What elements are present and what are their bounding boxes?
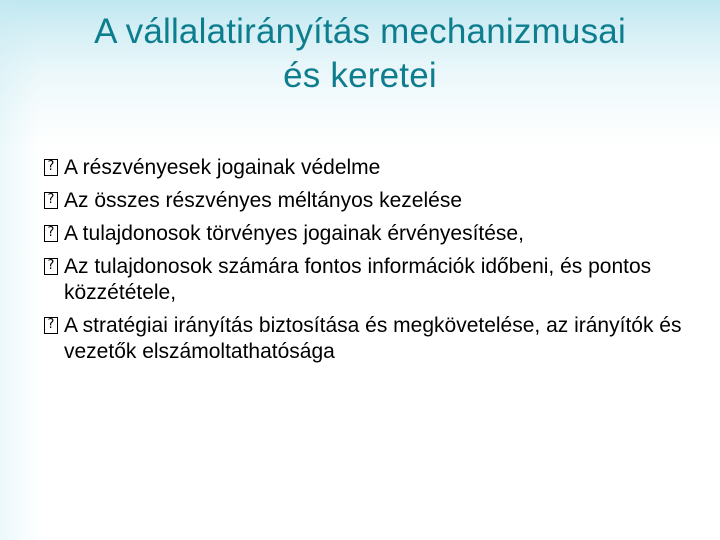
missing-glyph-box-icon: ? <box>44 159 58 176</box>
missing-glyph-box-icon: ? <box>44 192 58 209</box>
bullet-list <box>44 155 684 372</box>
bullet-item <box>44 313 684 365</box>
bullet-text: A stratégiai irányítás biztosítása és megkövetelése, az irányítók és vezetők elszámoltathatósága <box>64 314 682 363</box>
slide-title-line-1: A vállalatirányítás mechanizmusai <box>94 12 626 51</box>
slide-title-line-2: és keretei <box>283 56 437 95</box>
bullet-text: A tulajdonosok törvényes jogainak érvényesítése, <box>64 222 524 245</box>
bullet-text: Az összes részvényes méltányos kezelése <box>64 189 463 212</box>
slide-title <box>20 10 700 98</box>
bullet-text: A részvényesek jogainak védelme <box>64 156 381 179</box>
missing-glyph-box-icon: ? <box>44 258 58 275</box>
bullet-item <box>44 254 684 306</box>
bullet-item <box>44 155 684 181</box>
bullet-text: Az tulajdonosok számára fontos információk időbeni, és pontos közzététele, <box>64 255 652 304</box>
missing-glyph-box-icon: ? <box>44 317 58 334</box>
missing-glyph-box-icon: ? <box>44 225 58 242</box>
bullet-item <box>44 188 684 214</box>
bullet-item <box>44 221 684 247</box>
